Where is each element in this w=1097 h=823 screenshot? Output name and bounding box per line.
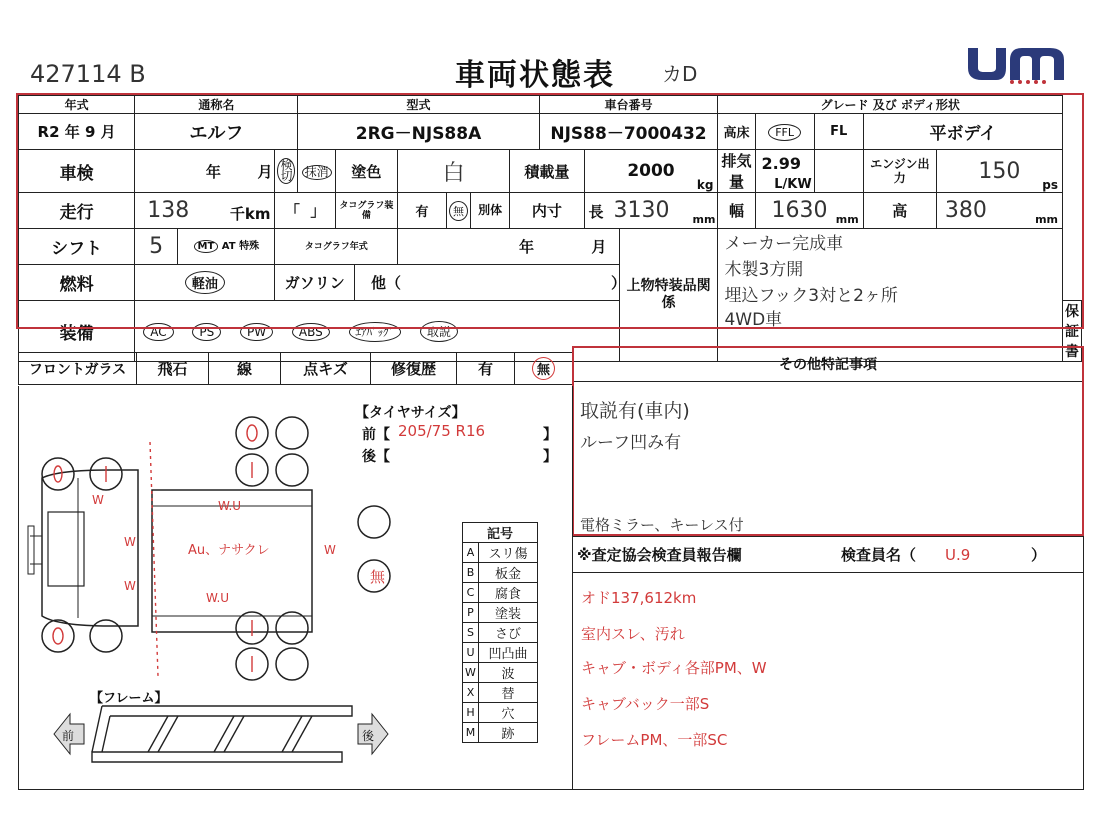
mark-w-1: W <box>92 493 104 507</box>
inspector-label: 検査員名（ <box>841 546 917 564</box>
reference-number: 427114 B <box>30 60 146 88</box>
equip-pw: PW <box>240 323 273 341</box>
inspection-expired: 検切 <box>275 150 298 193</box>
page-title: 車両状態表 <box>455 58 615 93</box>
tacho-year-value: 年 月 <box>397 229 619 265</box>
fuel-gasoline: ガソリン <box>275 265 355 301</box>
upper-notes: メーカー完成車 木製3方開 埋込フック3対と2ヶ所 4WD車 <box>718 229 1063 362</box>
inspection-cancelled: 抹消 <box>298 150 335 193</box>
repair-yes: 有 <box>457 353 515 385</box>
tacho-year-label: タコグラフ年式 <box>275 229 398 265</box>
tire-front-close: 】 <box>543 427 557 443</box>
displacement-label: 排気量 <box>718 150 755 193</box>
tire-rear-close: 】 <box>543 449 557 465</box>
equip-ac: AC <box>143 323 173 341</box>
vehicle-diagram <box>18 386 458 786</box>
legend-key: B <box>463 563 479 583</box>
inspector-value: U.9 <box>945 546 971 564</box>
spare-tire-none-mark: 無 <box>370 568 386 586</box>
legend-value: スリ傷 <box>479 543 538 563</box>
mileage-bracket: 「 」 <box>275 193 335 229</box>
legend-value: 跡 <box>479 723 538 743</box>
mark-w-4: W <box>324 543 336 557</box>
legend-value: 替 <box>479 683 538 703</box>
frame-label: 【フレーム】 <box>90 691 168 706</box>
legend-value: 凹凸曲 <box>479 643 538 663</box>
legend-key: W <box>463 663 479 683</box>
tacho-yes: 有 <box>397 193 446 229</box>
inspector-report-area <box>572 536 1084 790</box>
report-line-2: 室内スレ、汚れ <box>581 625 685 643</box>
windshield-line: 線 <box>209 353 281 385</box>
grade-fl: FL <box>814 114 863 150</box>
displacement-spacer <box>814 150 863 193</box>
windshield-chip: 飛石 <box>137 353 209 385</box>
report-line-4: キャブバック一部S <box>581 695 710 713</box>
legend-key: P <box>463 603 479 623</box>
width-value: 1630 mm <box>755 193 863 229</box>
load-label: 積載量 <box>510 150 584 193</box>
color-label: 塗色 <box>335 150 397 193</box>
vehicle-info-table <box>18 95 1082 362</box>
shift-options: MT AT 特殊 <box>178 229 275 265</box>
inspection-label: 車検 <box>19 150 135 193</box>
mark-wu-top: W.U <box>218 499 242 513</box>
width-label: 幅 <box>718 193 755 229</box>
chassis-number: NJS88－7000432 <box>539 114 718 150</box>
upper-label: 上物特装品関係 <box>619 229 718 362</box>
mark-w-2: W <box>124 535 136 549</box>
report-line-1: オド137,612km <box>581 589 697 607</box>
header-chassis: 車台番号 <box>539 96 718 114</box>
legend-title: 記号 <box>463 523 538 543</box>
vehicle-model: 2RG－NJS88A <box>298 114 539 150</box>
legend-value: さび <box>479 623 538 643</box>
report-title: ※査定協会検査員報告欄 <box>577 546 742 564</box>
other-notes-box <box>572 346 1084 536</box>
tacho-separate: 別体 <box>470 193 509 229</box>
color-value: 白 <box>397 150 509 193</box>
legend-value: 塗装 <box>479 603 538 623</box>
engine-value: 150 ps <box>936 150 1062 193</box>
reference-mark: カD <box>662 62 698 86</box>
legend-table <box>462 522 538 743</box>
mark-body-floor: Au、ナサクレ <box>188 543 270 558</box>
repair-history-label: 修復歴 <box>371 353 457 385</box>
legend-key: M <box>463 723 479 743</box>
warranty-label: 保証書 <box>1063 301 1082 362</box>
grade-ffl: FFL <box>755 114 814 150</box>
company-logo <box>960 40 1070 85</box>
tire-size-title: 【タイヤサイズ】 <box>355 405 466 421</box>
legend-value: 波 <box>479 663 538 683</box>
header-grade: グレード 及び ボディ形状 <box>718 96 1063 114</box>
inspection-date: 年 月 <box>135 150 275 193</box>
frame-rear-label: 後 <box>362 729 375 743</box>
mileage-value: 138 千km <box>135 193 275 229</box>
fuel-diesel: 軽油 <box>135 265 275 301</box>
report-header <box>573 537 1083 573</box>
header-name: 通称名 <box>135 96 298 114</box>
mark-wu-bottom: W.U <box>206 591 230 605</box>
year-cell: R2 年 9 月 <box>19 114 135 150</box>
legend-value: 穴 <box>479 703 538 723</box>
tacho-label: タコグラフ装備 <box>335 193 397 229</box>
load-value: 2000 kg <box>584 150 718 193</box>
length-cell: 長 3130 mm <box>584 193 718 229</box>
equip-airbag: ｴｱﾊﾞｯｸﾞ <box>349 322 402 342</box>
notes-line-2: ルーフ凹み有 <box>580 433 682 453</box>
legend-value: 板金 <box>479 563 538 583</box>
other-notes-title: その他特記事項 <box>574 348 1082 382</box>
height-value: 380 mm <box>936 193 1062 229</box>
tire-rear-label: 後【 <box>362 449 390 465</box>
legend-key: X <box>463 683 479 703</box>
windshield-table <box>18 352 573 385</box>
inspector-close: ） <box>1031 546 1047 564</box>
equip-manual: 取説 <box>420 321 458 342</box>
equip-abs: ABS <box>292 323 330 341</box>
header-model: 型式 <box>298 96 539 114</box>
legend-value: 腐食 <box>479 583 538 603</box>
legend-key: S <box>463 623 479 643</box>
header-year: 年式 <box>19 96 135 114</box>
windshield-label: フロントガラス <box>19 353 137 385</box>
legend-key: U <box>463 643 479 663</box>
repair-no: 無 <box>515 353 573 385</box>
body-type: 平ボデイ <box>863 114 1062 150</box>
height-label: 高 <box>863 193 936 229</box>
legend-key: C <box>463 583 479 603</box>
fuel-label: 燃料 <box>19 265 135 301</box>
displacement-value: 2.99 L/KW <box>755 150 814 193</box>
windshield-spot: 点キズ <box>281 353 371 385</box>
shift-value: 5 <box>135 229 178 265</box>
inner-label: 内寸 <box>510 193 584 229</box>
report-line-3: キャブ・ボディ各部PM、W <box>581 659 767 677</box>
notes-line-3: 電格ミラー、キーレス付 <box>580 516 744 534</box>
tire-front-label: 前【 <box>362 427 390 443</box>
vehicle-name: エルフ <box>135 114 298 150</box>
equip-ps: PS <box>192 323 221 341</box>
tire-front-value: 205/75 R16 <box>398 422 486 440</box>
mark-w-3: W <box>124 579 136 593</box>
grade-high: 高床 <box>718 114 755 150</box>
fuel-other: 他（ ） <box>354 265 717 301</box>
equipment-label: 装備 <box>19 301 135 362</box>
engine-label: エンジン出力 <box>863 150 936 193</box>
frame-front-label: 前 <box>62 729 75 743</box>
tacho-no: 無 <box>446 193 470 229</box>
notes-line-1: 取説有(車内) <box>580 400 690 422</box>
report-line-5: フレームPM、一部SC <box>581 731 728 749</box>
shift-label: シフト <box>19 229 135 265</box>
mileage-label: 走行 <box>19 193 135 229</box>
legend-key: H <box>463 703 479 723</box>
legend-key: A <box>463 543 479 563</box>
